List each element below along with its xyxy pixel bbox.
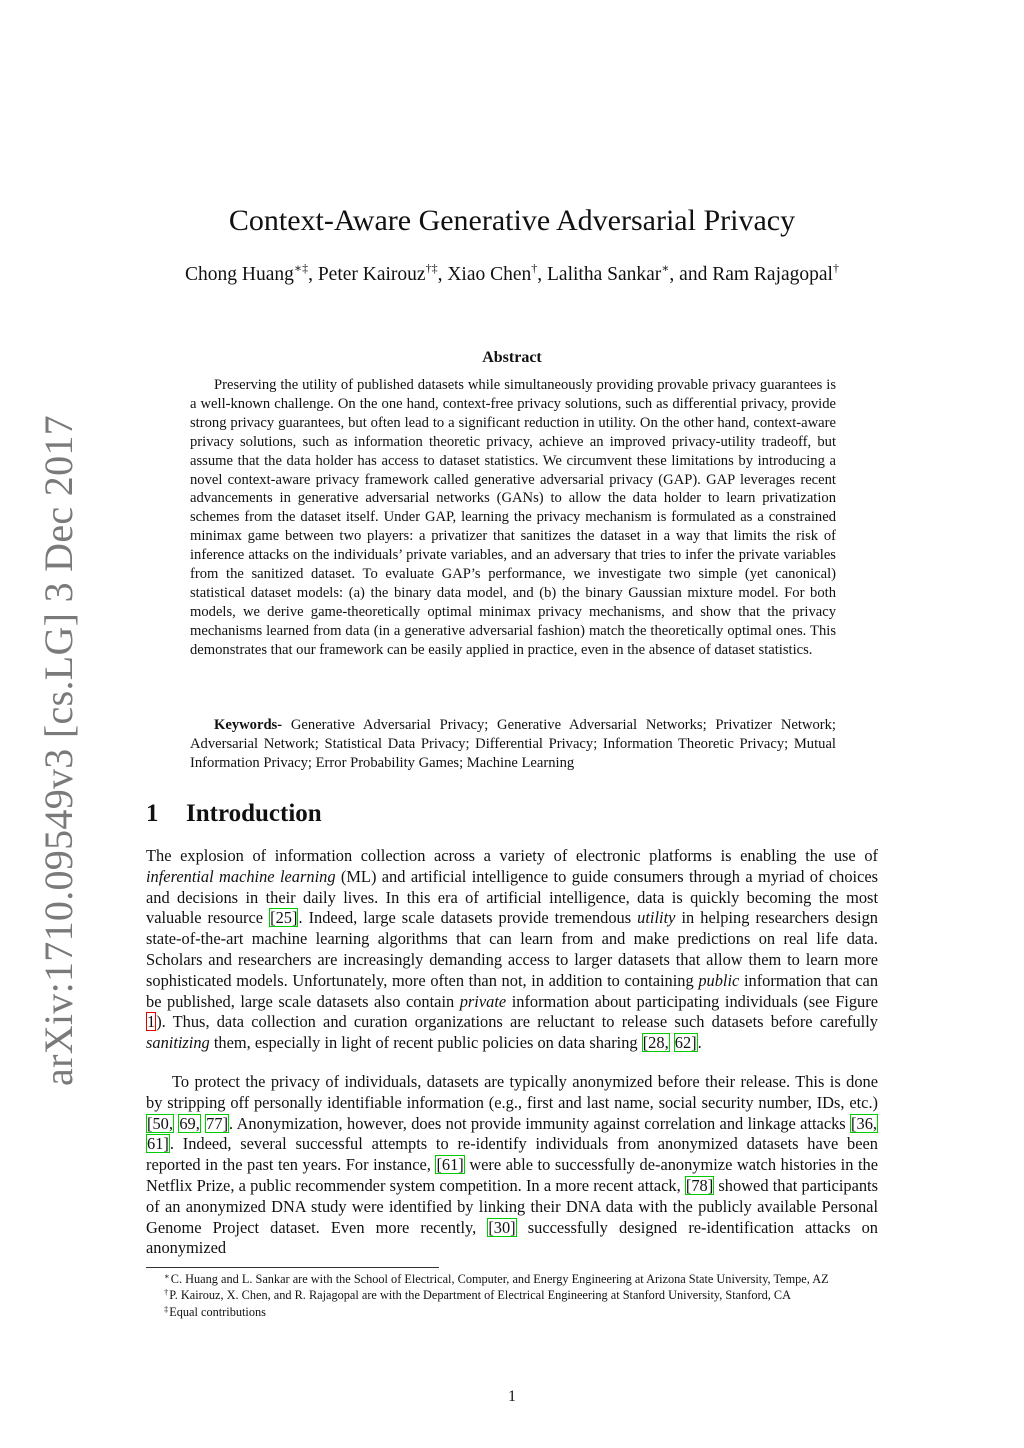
author-name: Xiao Chen [447, 264, 532, 285]
body-text: them, especially in light of recent public policies on data sharing [209, 1033, 642, 1053]
section-heading [146, 800, 322, 828]
footnote-mark: ∗ [164, 1271, 170, 1281]
author-separator: , [437, 264, 448, 285]
body-text: showed that participants of an anonymized DNA study were identified by linking their DNA data with the publicly available Personal Genome Project dataset. Even more recently, [146, 1175, 878, 1237]
author-affiliation-mark: † [531, 261, 538, 275]
body-text: were able to successfully de-anonymize watch histories in the Netflix Prize, a public recommender system competition. In a more recent attack, [146, 1155, 878, 1195]
body-text: (ML) and artificial intelligence to guide consumers through a myriad of choices and decisions in their daily lives. In this era of artificial intelligence, data is quickly becoming the most valuable resource [146, 866, 878, 928]
citation-link[interactable]: [78] [685, 1175, 714, 1195]
footnote-text: P. Kairouz, X. Chen, and R. Rajagopal are with the Department of Electrical Engineering at Stanford University, Stanford, CA [169, 1288, 791, 1303]
author-name: Chong Huang [185, 264, 294, 285]
citation-link[interactable]: [50, [147, 1113, 173, 1133]
footnote-mark: ‡ [164, 1303, 169, 1314]
emphasis-text: private [459, 991, 507, 1011]
footnote-text: C. Huang and L. Sankar are with the School of Electrical, Computer, and Energy Engineering at Arizona State University, Tempe, AZ [170, 1272, 829, 1286]
author-separator: , and [669, 264, 713, 285]
emphasis-text: utility [637, 908, 676, 928]
footnote-text: Equal contributions [169, 1304, 266, 1319]
section-title: Introduction [186, 800, 322, 827]
footnotes [146, 1271, 878, 1320]
keywords-list: Generative Adversarial Privacy; Generative Adversarial Networks; Privatizer Network; Adversarial Network; Statistical Data Privacy; Differential Privacy; Information Theoretic Privacy; Mutual Information Privacy; Error Probability Games; Machine Learning [190, 717, 836, 771]
keywords [190, 716, 836, 773]
emphasis-text: public [698, 970, 740, 990]
body-text: The explosion of information collection across a variety of electronic platforms is enabling the use of [146, 846, 878, 865]
body-text: To protect the privacy of individuals, datasets are typically anonymized before their release. This is done by stripping off personally identifiable information (e.g., first and last name, social security number, IDs, etc.) [146, 1072, 878, 1112]
footnote-divider [146, 1267, 439, 1268]
emphasis-text: inferential machine learning [146, 866, 336, 886]
author-affiliation-mark: †‡ [425, 261, 438, 275]
citation-link[interactable]: [61] [436, 1155, 464, 1175]
intro-paragraph-1 [146, 846, 878, 1054]
body-text: in helping researchers design state-of-the-art machine learning algorithms that can learn from and make predictions on real life data. Scholars and researchers are increasingly demanding access to larger datasets that allow them to learn more sophisticated models. Unfortunately, more often than not, in addition to containing [146, 908, 878, 990]
author-affiliation-mark: ∗‡ [293, 261, 309, 275]
citation-link[interactable]: 61] [147, 1134, 169, 1154]
body-text: ). Thus, data collection and curation organizations are reluctant to release such datasets before carefully [156, 1012, 878, 1032]
citation-link[interactable]: 62] [674, 1033, 697, 1053]
author-affiliation-mark: † [832, 261, 839, 275]
author-name: Lalitha Sankar [547, 264, 662, 285]
paper-title: Context-Aware Generative Adversarial Privacy [228, 204, 796, 237]
body-text: information about participating individuals (see Figure [506, 991, 878, 1011]
arxiv-identifier: arXiv:1710.09549v3 [cs.LG] 3 Dec 2017 [35, 414, 81, 1086]
author-list [0, 261, 1024, 286]
footnote [146, 1271, 878, 1287]
page-number: 1 [508, 1388, 516, 1405]
body-text: . Indeed, large scale datasets provide tremendous [298, 908, 638, 928]
author-name: Peter Kairouz [317, 264, 426, 285]
citation-link[interactable]: [30] [488, 1217, 516, 1237]
citation-link[interactable]: [25] [270, 908, 298, 928]
footnote-mark: † [164, 1287, 169, 1298]
footnote [146, 1304, 878, 1320]
figure-reference-link[interactable]: 1 [147, 1012, 156, 1032]
arxiv-identifier-sidebar [34, 414, 82, 1086]
citation-link[interactable]: 69, [179, 1113, 200, 1133]
citation-link[interactable]: 77] [206, 1113, 229, 1133]
emphasis-text: sanitizing [146, 1033, 210, 1053]
body-text: . Indeed, several successful attempts to re-identify individuals from anonymized datasets have been reported in the past ten years. For instance, [146, 1134, 878, 1175]
section-number: 1 [146, 800, 159, 827]
intro-paragraph-2 [146, 1072, 878, 1259]
abstract-body: Preserving the utility of published datasets while simultaneously providing provable privacy guarantees is a well-known challenge. On the one hand, context-free privacy solutions, such as differential privacy, provide strong privacy guarantees, but often lead to a significant reduction in utility. On the other hand, context-aware privacy solutions, such as information theoretic privacy, achieve an improved privacy-utility tradeoff, but assume that the data holder has access to dataset statistics. We circumvent these limitations by introducing a novel context-aware privacy framework called generative adversarial privacy (GAP). GAP leverages recent advancements in generative adversarial networks (GANs) to allow the data holder to learn privatization schemes from the dataset itself. Under GAP, learning the privacy mechanism is formulated as a constrained minimax game between two players: a privatizer that sanitizes the dataset in a way that limits the risk of inference attacks on the individuals’ private variables, and an adversary that tries to infer the private variables from the sanitized dataset. To evaluate GAP’s performance, we investigate two simple (yet canonical) statistical dataset models: (a) the binary data model, and (b) the binary Gaussian mixture model. For both models, we derive game-theoretically optimal minimax privacy mechanisms, and show that the privacy mechanisms learned from data (in a generative adversarial fashion) match the theoretically optimal ones. This demonstrates that our framework can be easily applied in practice, even in the absence of dataset statistics. [190, 377, 836, 658]
author-separator: , [308, 264, 318, 285]
body-text: information that can be published, large scale datasets also contain [146, 970, 879, 1011]
body-text: . [697, 1033, 702, 1053]
author-affiliation-mark: ∗ [661, 261, 670, 275]
body-text: successfully designed re-identification attacks on anonymized [146, 1217, 878, 1258]
citation-link[interactable]: [28, [642, 1033, 669, 1053]
author-name: Ram Rajagopal [712, 264, 833, 285]
author-separator: , [537, 264, 548, 285]
citation-link[interactable]: [36, [851, 1113, 877, 1133]
body-text: . Anonymization, however, does not provide immunity against correlation and linkage attacks [229, 1113, 851, 1133]
keywords-label: Keywords- [214, 717, 283, 733]
footnote [146, 1287, 878, 1303]
abstract-heading: Abstract [482, 349, 542, 366]
